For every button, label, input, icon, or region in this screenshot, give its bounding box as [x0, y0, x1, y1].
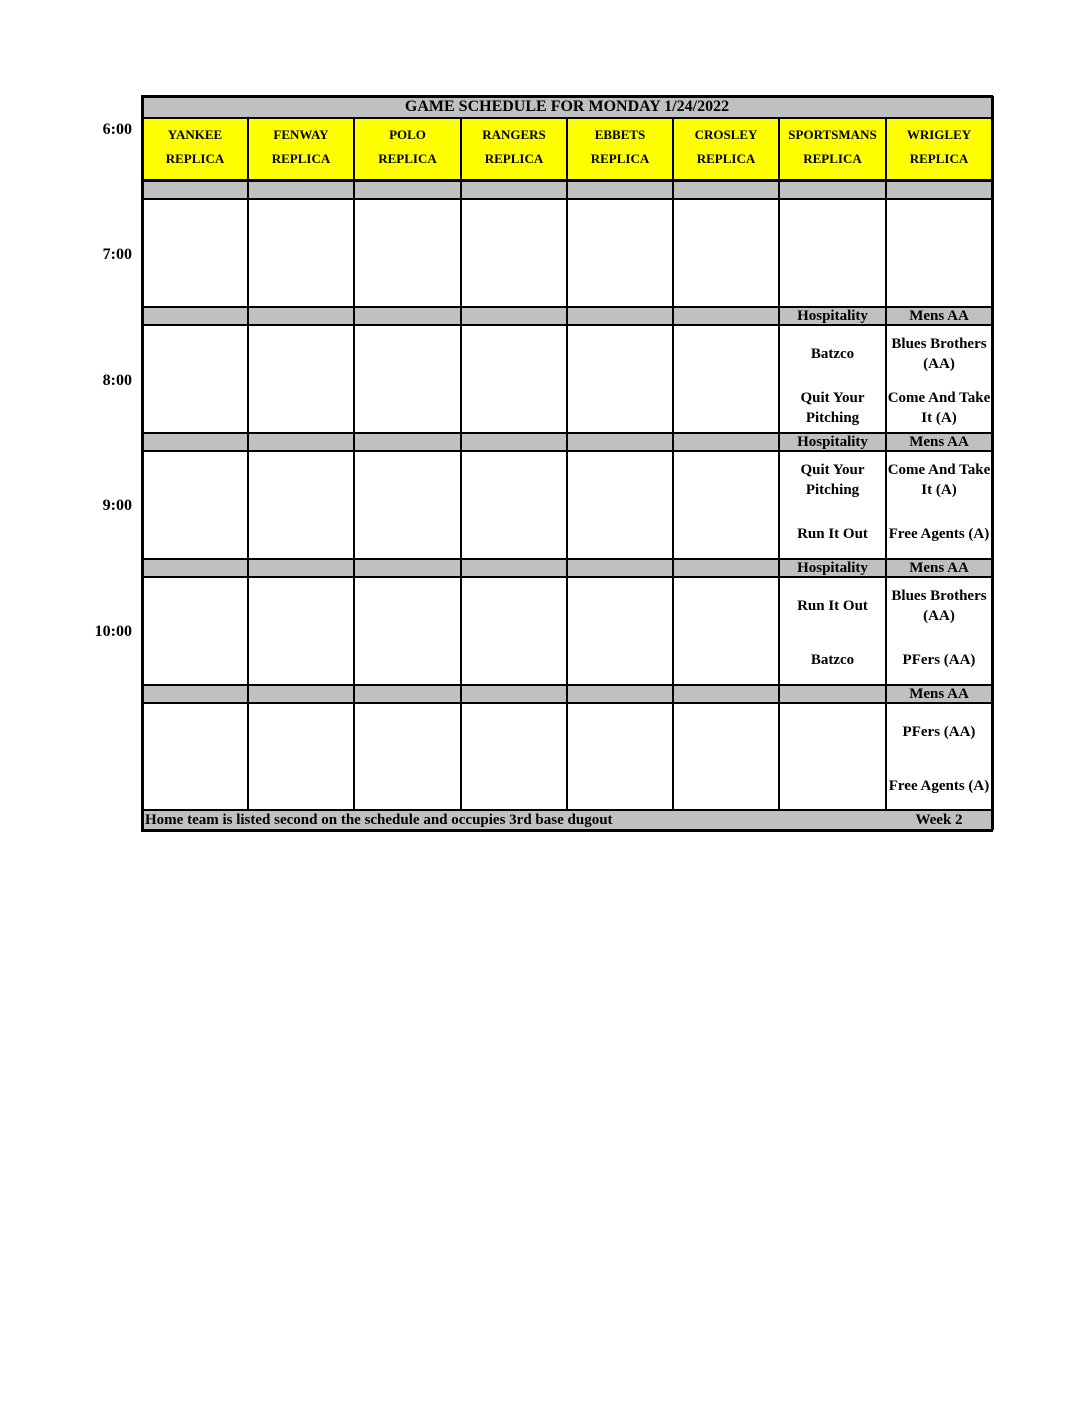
- field-header-yankee: [142, 118, 248, 180]
- away-team: Blues Brothers (AA): [891, 588, 987, 624]
- game-cell: [248, 578, 354, 686]
- game-cell: [567, 704, 673, 812]
- game-cell: [354, 704, 461, 812]
- slot-band: [461, 308, 567, 324]
- game-cell: [567, 578, 673, 686]
- game-cell: [673, 704, 779, 812]
- field-name: POLO: [389, 127, 426, 142]
- game-cell: [354, 200, 461, 308]
- slot-band: [354, 434, 461, 450]
- slot-band: [779, 434, 886, 450]
- game-cell: [567, 452, 673, 560]
- field-subtitle: REPLICA: [696, 151, 756, 166]
- game-cell: [354, 452, 461, 560]
- slot-band: [248, 686, 354, 702]
- game-cell: [142, 326, 248, 434]
- game-cell: [461, 326, 567, 434]
- slot-band: [779, 182, 886, 198]
- game-cell: [779, 578, 886, 686]
- game-cell: [779, 326, 886, 434]
- field-subtitle: REPLICA: [590, 151, 650, 166]
- field-subtitle: REPLICA: [378, 151, 437, 166]
- slot-band: [354, 560, 461, 576]
- slot-band: [779, 686, 886, 702]
- field-header-crosley: [673, 118, 779, 180]
- time-label: 6:00: [102, 121, 132, 138]
- grid-line: [885, 118, 888, 810]
- field-subtitle: REPLICA: [271, 151, 331, 166]
- time-label: 9:00: [102, 497, 132, 514]
- week-label: Week 2: [915, 812, 963, 828]
- slot-band: [673, 308, 779, 324]
- away-team: Blues Brothers (AA): [891, 336, 987, 372]
- time-label: 10:00: [94, 623, 132, 640]
- slot-band: [886, 308, 992, 324]
- home-team: Come And Take It (A): [887, 390, 991, 426]
- field-subtitle: REPLICA: [165, 151, 225, 166]
- game-cell: [248, 704, 354, 812]
- field-name: CROSLEY: [694, 127, 758, 142]
- slot-band: [142, 560, 248, 576]
- slot-band: [354, 182, 461, 198]
- time-label: 8:00: [102, 372, 132, 389]
- grid-line: [247, 118, 250, 810]
- schedule-title: GAME SCHEDULE FOR MONDAY 1/24/2022: [142, 96, 992, 118]
- time-label: 7:00: [102, 246, 132, 263]
- home-team: PFers (AA): [902, 652, 976, 668]
- game-cell: [567, 200, 673, 308]
- field-header-sportsmans: [779, 118, 886, 180]
- game-cell: [354, 326, 461, 434]
- home-team: Free Agents (A): [888, 526, 990, 542]
- home-team: Run It Out: [797, 526, 868, 542]
- division-label: Hospitality: [797, 308, 868, 324]
- slot-band: [673, 560, 779, 576]
- division-label: Mens AA: [909, 686, 969, 702]
- game-cell: [567, 326, 673, 434]
- slot-band: [886, 182, 992, 198]
- slot-band: [567, 686, 673, 702]
- division-label: Mens AA: [909, 308, 969, 324]
- grid-line: [141, 96, 144, 830]
- game-cell: [461, 452, 567, 560]
- slot-band: [461, 182, 567, 198]
- field-header-rangers: [461, 118, 567, 180]
- slot-band: [461, 434, 567, 450]
- slot-band: [248, 308, 354, 324]
- slot-band: [673, 434, 779, 450]
- game-cell: [673, 200, 779, 308]
- slot-band: [567, 308, 673, 324]
- game-cell: [779, 452, 886, 560]
- division-label: Mens AA: [909, 434, 969, 450]
- game-cell: [886, 704, 992, 812]
- slot-band: [567, 434, 673, 450]
- game-cell: [673, 326, 779, 434]
- grid-line: [991, 96, 994, 830]
- field-subtitle: REPLICA: [484, 151, 544, 166]
- game-cell: [886, 578, 992, 686]
- game-cell: [354, 578, 461, 686]
- game-cell: [142, 452, 248, 560]
- slot-band: [779, 308, 886, 324]
- game-cell: [461, 578, 567, 686]
- slot-band: [673, 182, 779, 198]
- away-team: PFers (AA): [902, 724, 976, 740]
- division-label: Hospitality: [797, 434, 868, 450]
- grid-line: [141, 829, 993, 832]
- slot-band: [142, 434, 248, 450]
- grid-line: [672, 118, 675, 810]
- game-cell: [779, 704, 886, 812]
- game-cell: [142, 704, 248, 812]
- game-cell: [142, 200, 248, 308]
- game-cell: [886, 200, 992, 308]
- away-team: Batzco: [810, 346, 855, 362]
- slot-band: [673, 686, 779, 702]
- game-cell: [886, 452, 992, 560]
- game-cell: [673, 578, 779, 686]
- game-cell: [779, 200, 886, 308]
- away-team: Quit Your Pitching: [800, 462, 865, 498]
- field-name: FENWAY: [273, 127, 329, 142]
- grid-line: [141, 95, 993, 98]
- field-header-ebbets: [567, 118, 673, 180]
- grid-line: [778, 118, 781, 810]
- slot-band: [142, 308, 248, 324]
- away-team: Run It Out: [797, 598, 868, 614]
- grid-line: [566, 118, 569, 810]
- schedule-table: [142, 96, 992, 830]
- game-cell: [673, 452, 779, 560]
- field-subtitle: REPLICA: [803, 151, 862, 166]
- slot-band: [142, 182, 248, 198]
- slot-band: [886, 686, 992, 702]
- game-cell: [461, 200, 567, 308]
- slot-band: [142, 686, 248, 702]
- game-cell: [142, 578, 248, 686]
- game-cell: [248, 452, 354, 560]
- slot-band: [248, 560, 354, 576]
- slot-band: [886, 434, 992, 450]
- field-name: YANKEE: [167, 127, 223, 142]
- home-team: Batzco: [810, 652, 855, 668]
- away-team: Come And Take It (A): [887, 462, 991, 498]
- slot-band: [461, 560, 567, 576]
- slot-band: [779, 560, 886, 576]
- slot-band: [248, 182, 354, 198]
- field-name: RANGERS: [482, 127, 546, 142]
- field-name: WRIGLEY: [906, 127, 972, 142]
- home-team: Quit Your Pitching: [800, 390, 865, 426]
- slot-band: [886, 560, 992, 576]
- game-cell: [461, 704, 567, 812]
- field-header-wrigley: [886, 118, 992, 180]
- slot-band: [248, 434, 354, 450]
- footer-note: Home team is listed second on the schedule and occupies 3rd base dugout: [145, 812, 613, 828]
- slot-band: [354, 686, 461, 702]
- field-header-fenway: [248, 118, 354, 180]
- field-header-polo: [354, 118, 461, 180]
- slot-band: [354, 308, 461, 324]
- game-cell: [248, 200, 354, 308]
- field-subtitle: REPLICA: [909, 151, 969, 166]
- division-label: Mens AA: [909, 560, 969, 576]
- game-cell: [248, 326, 354, 434]
- slot-band: [567, 560, 673, 576]
- slot-band: [567, 182, 673, 198]
- footer-bar: [142, 810, 992, 830]
- division-label: Hospitality: [797, 560, 868, 576]
- game-cell: [886, 326, 992, 434]
- grid-line: [460, 118, 463, 810]
- slot-band: [461, 686, 567, 702]
- grid-line: [353, 118, 356, 810]
- home-team: Free Agents (A): [888, 778, 990, 794]
- field-name: EBBETS: [594, 127, 646, 142]
- field-name: SPORTSMANS: [788, 127, 877, 142]
